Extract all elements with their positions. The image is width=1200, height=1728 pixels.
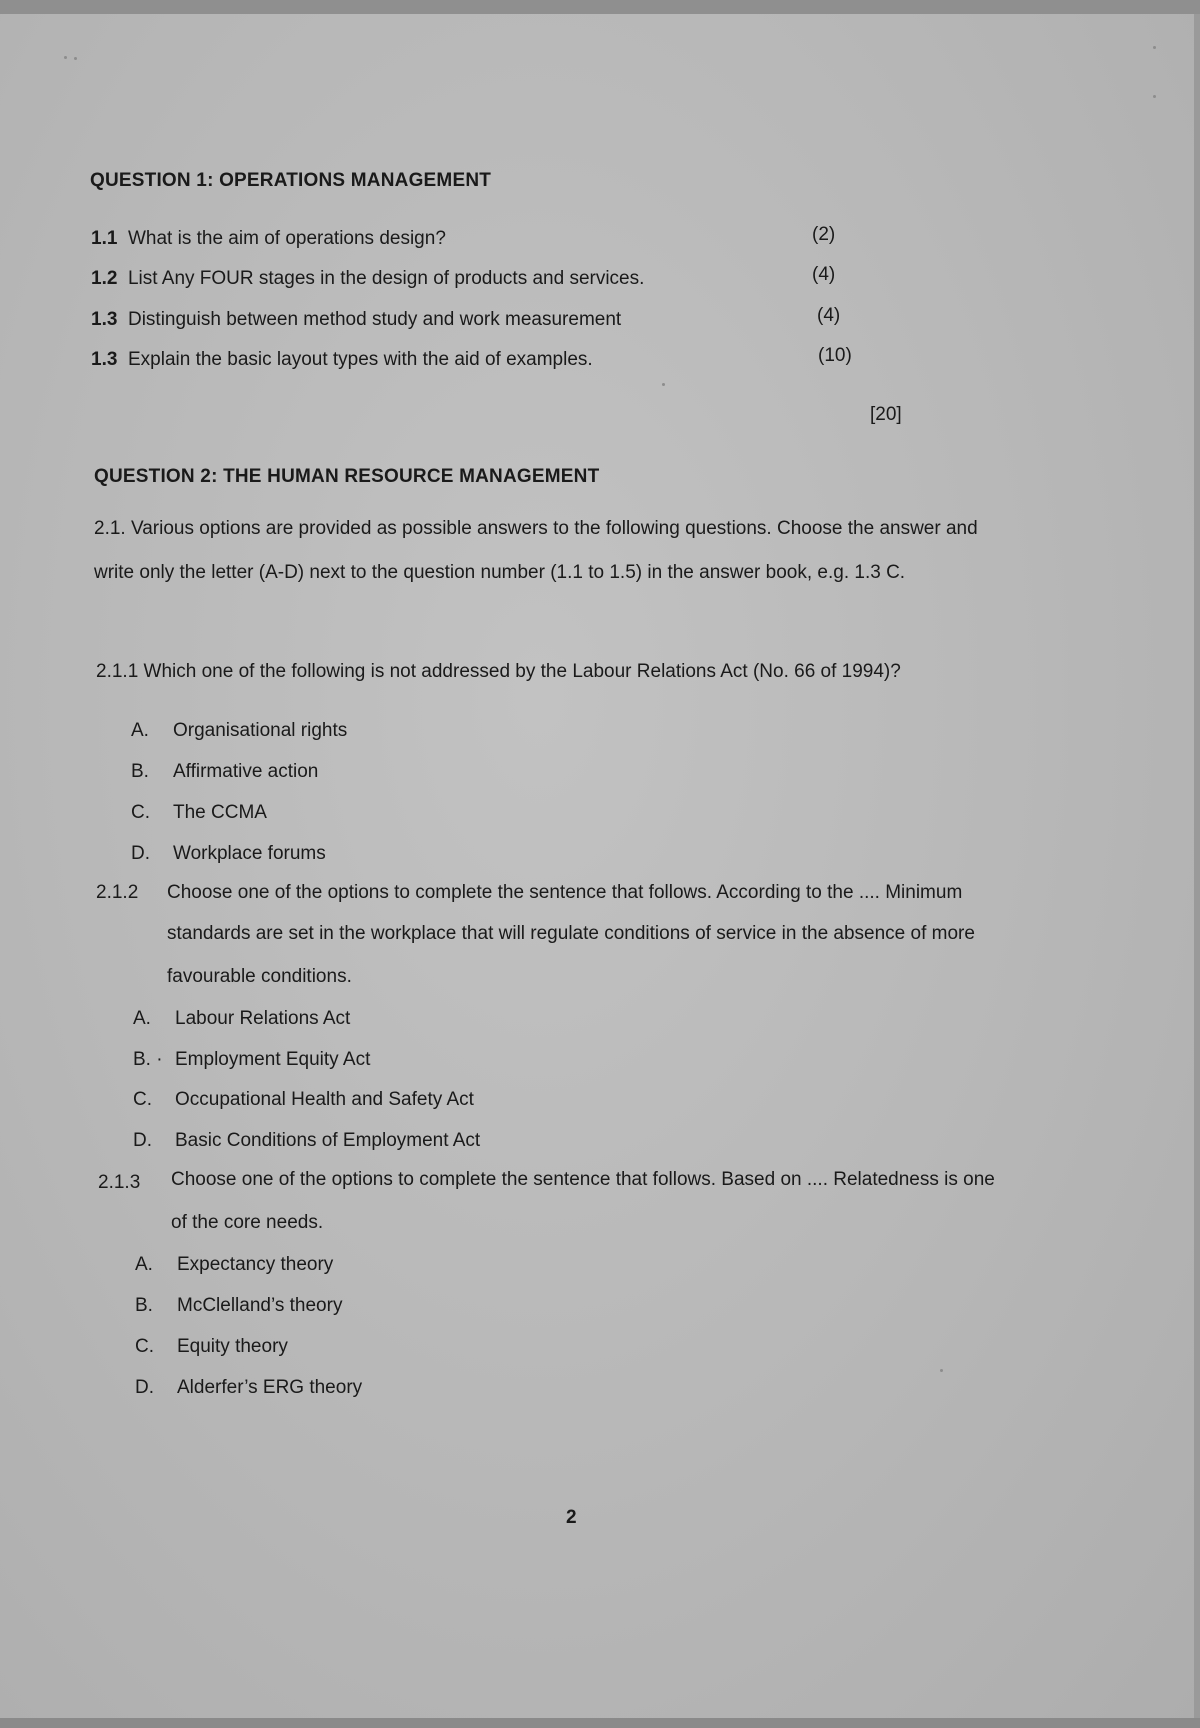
- marks-1-3b: (10): [818, 345, 852, 366]
- option-text: Equity theory: [177, 1336, 288, 1357]
- option-2-1-1-b: [131, 761, 318, 783]
- option-2-1-1-c: [131, 802, 267, 824]
- option-letter: C.: [133, 1089, 152, 1110]
- option-letter: A.: [131, 720, 149, 741]
- question-text: Explain the basic layout types with the aid of examples.: [127, 349, 593, 370]
- option-2-1-3-a: [135, 1254, 333, 1276]
- question-2-1-3-number: 2.1.3: [98, 1172, 141, 1193]
- question-number: 1.2: [91, 268, 118, 289]
- scan-speck: [64, 56, 67, 59]
- option-letter: A.: [133, 1008, 151, 1029]
- scan-speck: [1153, 95, 1156, 98]
- option-letter: C.: [131, 802, 150, 823]
- question-text: Distinguish between method study and work measurement: [127, 309, 622, 330]
- option-text: Alderfer’s ERG theory: [177, 1377, 363, 1398]
- scan-speck: [662, 383, 665, 386]
- option-text: Affirmative action: [173, 761, 319, 782]
- option-text: Labour Relations Act: [175, 1008, 351, 1029]
- instructions-line-2: write only the letter (A-D) next to the question number (1.1 to 1.5) in the answer book, e.g. 1.3 C.: [94, 562, 906, 583]
- option-letter: B.: [135, 1295, 153, 1316]
- question-1-total: [20]: [870, 404, 902, 425]
- question-2-1-3-line-1: Choose one of the options to complete the sentence that follows. Based on .... Relatedness is one: [171, 1169, 995, 1190]
- question-2-1-2-line-2: standards are set in the workplace that will regulate conditions of service in the absence of more: [167, 923, 975, 944]
- scan-speck: [74, 57, 77, 60]
- page-number: 2: [566, 1507, 577, 1528]
- option-text: Occupational Health and Safety Act: [175, 1089, 474, 1110]
- question-1-heading: QUESTION 1: OPERATIONS MANAGEMENT: [90, 170, 492, 191]
- question-2-1-2-line-1: Choose one of the options to complete the sentence that follows. According to the .... Minimum: [167, 882, 963, 903]
- option-letter: A.: [135, 1254, 153, 1275]
- question-number: 1.3: [91, 349, 118, 370]
- instructions-line-1: 2.1. Various options are provided as possible answers to the following questions. Choose the answer and: [94, 518, 978, 539]
- option-2-1-3-d: [135, 1377, 362, 1399]
- question-text: List Any FOUR stages in the design of products and services.: [127, 268, 645, 289]
- question-2-1-3-line-2: of the core needs.: [171, 1212, 324, 1233]
- option-2-1-2-d: [133, 1130, 480, 1152]
- question-number: 1.3: [91, 309, 118, 330]
- option-letter: B. ·: [133, 1049, 163, 1070]
- question-1-1: [91, 228, 446, 250]
- scan-speck: [940, 1369, 943, 1372]
- option-2-1-1-a: [131, 720, 347, 742]
- marks-1-3: (4): [817, 305, 841, 326]
- page-bottom-edge: [0, 1718, 1200, 1728]
- option-text: Workplace forums: [173, 843, 326, 864]
- option-2-1-1-d: [131, 843, 326, 865]
- option-2-1-3-c: [135, 1336, 288, 1358]
- question-number: 1.1: [91, 228, 118, 249]
- option-letter: D.: [131, 843, 150, 864]
- question-1-3b: [91, 349, 593, 371]
- option-letter: B.: [131, 761, 149, 782]
- option-text: The CCMA: [173, 802, 267, 823]
- scan-speck: [1153, 46, 1156, 49]
- option-2-1-3-b: [135, 1295, 342, 1317]
- option-letter: D.: [133, 1130, 152, 1151]
- question-text: What is the aim of operations design?: [127, 228, 446, 249]
- option-letter: D.: [135, 1377, 154, 1398]
- question-2-heading: QUESTION 2: THE HUMAN RESOURCE MANAGEMENT: [94, 466, 600, 487]
- marks-1-1: (2): [812, 224, 836, 245]
- question-2-1-2-number: 2.1.2: [96, 882, 139, 903]
- option-2-1-2-c: [133, 1089, 474, 1111]
- option-2-1-2-b: [133, 1049, 370, 1071]
- option-2-1-2-a: [133, 1008, 350, 1030]
- marks-1-2: (4): [812, 264, 836, 285]
- question-1-2: [91, 268, 644, 290]
- question-2-1-1: 2.1.1 Which one of the following is not addressed by the Labour Relations Act (No. 66 of 1994)?: [96, 661, 901, 682]
- question-2-1-2-line-3: favourable conditions.: [167, 966, 352, 987]
- option-text: McClelland’s theory: [177, 1295, 343, 1316]
- option-letter: C.: [135, 1336, 154, 1357]
- option-text: Basic Conditions of Employment Act: [175, 1130, 481, 1151]
- option-text: Employment Equity Act: [175, 1049, 371, 1070]
- question-1-3: [91, 309, 621, 331]
- page-edge-shadow: [1194, 14, 1200, 1718]
- option-text: Organisational rights: [173, 720, 348, 741]
- option-text: Expectancy theory: [177, 1254, 334, 1275]
